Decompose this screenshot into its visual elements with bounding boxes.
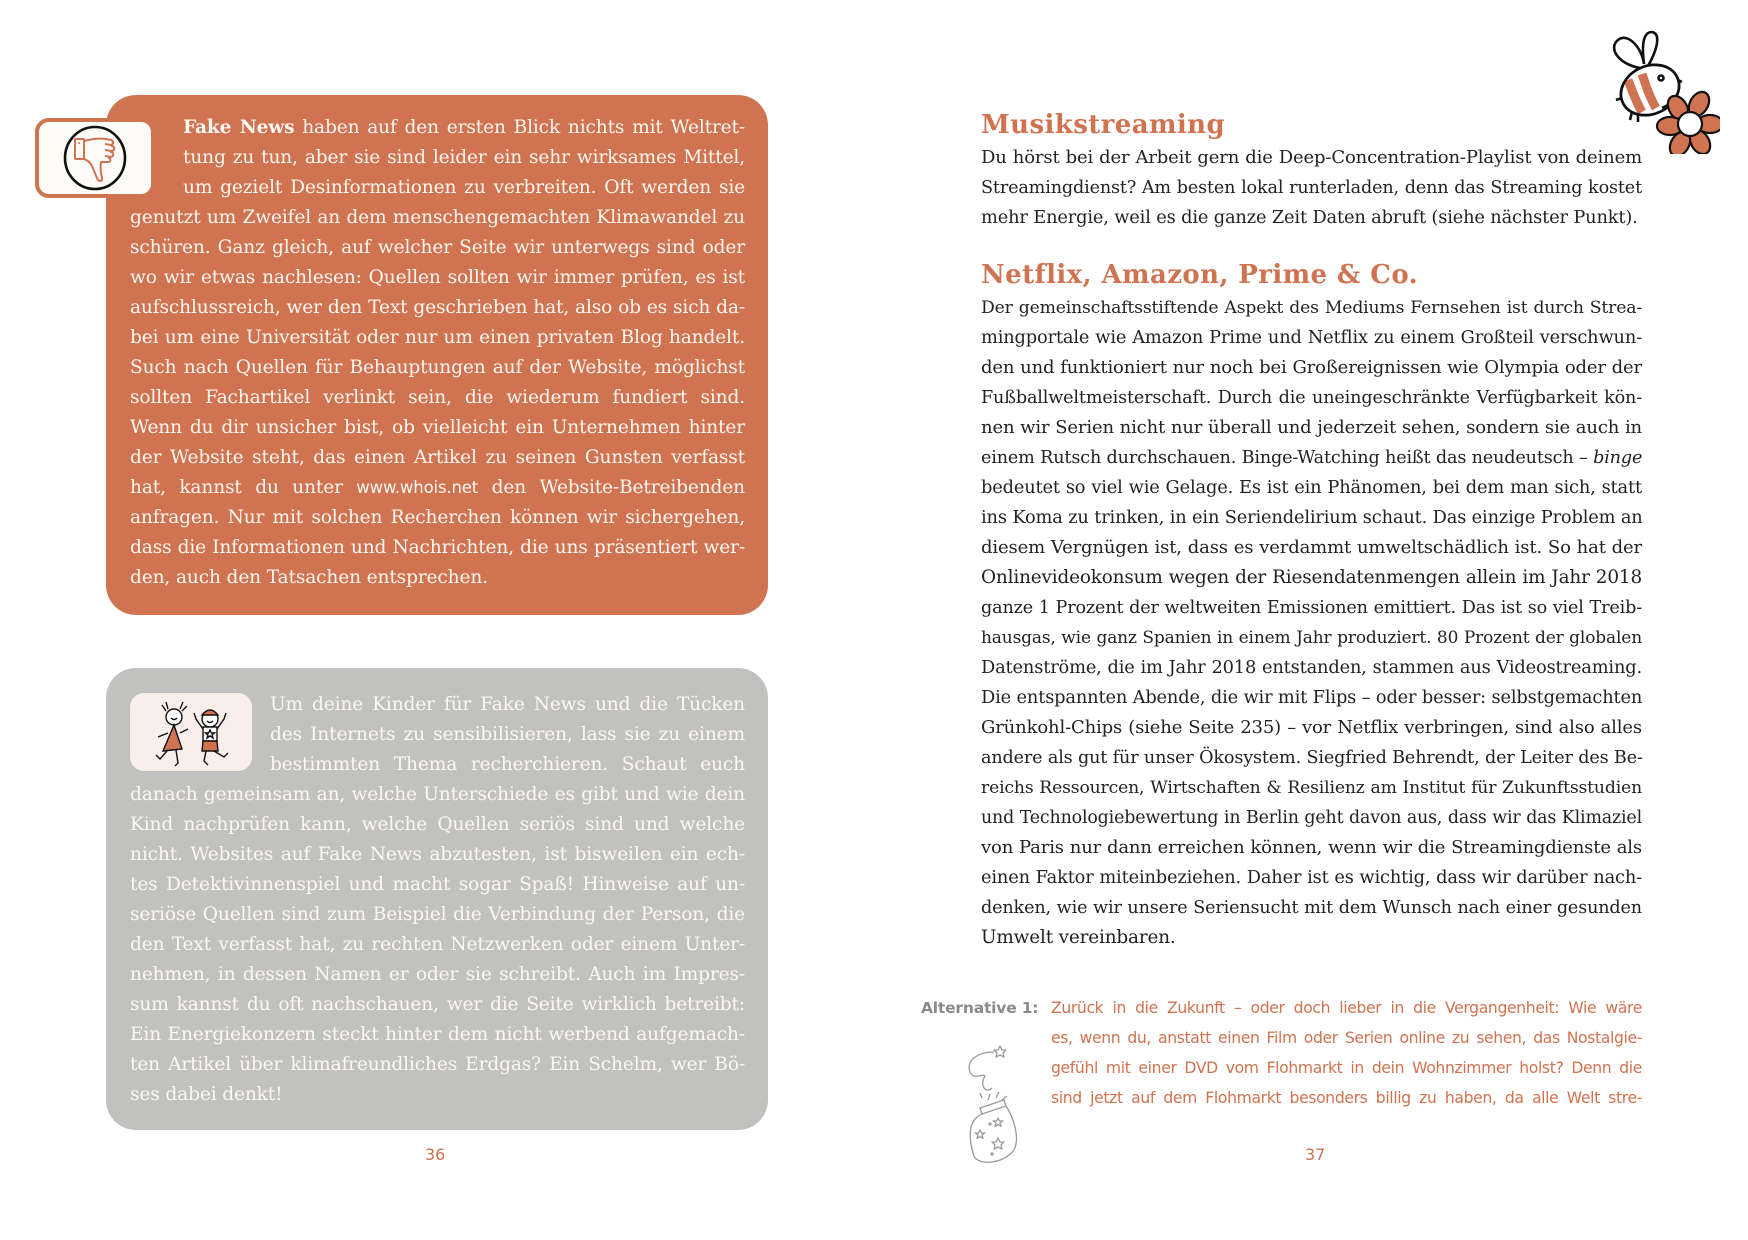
netflix-line: und Technologiebewertung in Berlin geht davon aus, dass wir das Klimaziel	[981, 808, 1642, 828]
netflix-line: nen wir Serien nicht nur überall und jederzeit sehen, sondern sie auch in	[981, 417, 1642, 438]
netflix-line: den und funktioniert nur noch bei Großereignissen wie Olympia oder der	[981, 357, 1642, 378]
netflix-line: von Paris nur dann erreichen können, wenn wir die Streamingdienste als	[981, 837, 1642, 858]
music-line: Streamingdienst? Am besten lokal runterladen, denn das Streaming kostet	[981, 178, 1642, 198]
alternative-line: es, wenn du, anstatt einen Film oder Serien online zu sehen, das Nostalgie-	[1051, 1029, 1642, 1047]
thumbs-down-icon-tab	[35, 118, 155, 198]
netflix-line: andere als gut für unser Ökosystem. Siegfried Behrendt, der Leiter des Be-	[981, 748, 1643, 768]
children-icon-tab	[130, 693, 252, 771]
alternative-line: gefühl mit einer DVD vom Flohmarkt in dein Wohnzimmer holst? Denn die	[1051, 1059, 1642, 1077]
kids-line: bestimmten Thema recherchieren. Schaut euch	[270, 754, 745, 775]
fake-news-line: den, auch den Tatsachen entsprechen.	[130, 567, 488, 588]
fake-news-line: tung zu tun, aber sie sind leider ein sehr wirksames Mittel,	[183, 147, 745, 168]
music-line: Du hörst bei der Arbeit gern die Deep-Concentration-Playlist von deinem	[981, 147, 1642, 168]
fake-news-lead: Fake News	[183, 117, 295, 138]
fake-news-line: um gezielt Desinformationen zu verbreiten. Oft werden sie	[183, 177, 745, 198]
alternative-line: sind jetzt auf dem Flohmarkt besonders billig zu haben, da alle Welt stre-	[1051, 1089, 1642, 1107]
fake-news-line: wo wir etwas nachlesen: Quellen sollten wir immer prüfen, es ist	[130, 267, 745, 288]
kids-line: seriöse Quellen sind zum Beispiel die Verbindung der Person, die	[130, 904, 745, 925]
kids-line: nehmen, in dessen Namen er oder sie schreibt. Auch im Impres-	[130, 964, 745, 985]
bee-with-flower-icon	[1598, 28, 1720, 154]
kids-line: tes Detektivinnenspiel und macht sogar Spaß! Hinweise auf un-	[130, 874, 745, 895]
url-line-after: den Website-Betreibenden	[478, 477, 745, 498]
whois-link[interactable]: www.whois.net	[356, 478, 479, 497]
netflix-line: Grünkohl-Chips (siehe Seite 235) – vor Netflix verbringen, sind also alles	[981, 717, 1642, 738]
netflix-line: reichs Ressourcen, Wirtschaften & Resilienz am Institut für Zukunftsstudien	[981, 778, 1642, 798]
fake-news-line	[183, 113, 745, 143]
kids-line: den Text verfasst hat, zu rechten Netzwerken oder einem Unter-	[130, 934, 745, 955]
fake-news-line: dass die Informationen und Nachrichten, die uns präsentiert wer-	[130, 537, 745, 558]
fake-news-url-line	[130, 473, 745, 503]
netflix-line: ganze 1 Prozent der weltweiten Emissionen emittiert. Das ist so viel Treib-	[981, 598, 1642, 618]
binge-term: binge	[1593, 448, 1643, 468]
kids-line: des Internets zu sensibilisieren, lass sie zu einem	[270, 724, 745, 745]
section-heading-netflix: Netflix, Amazon, Prime & Co.	[981, 260, 1419, 290]
netflix-line: Fußballweltmeisterschaft. Durch die uneingeschränkte Verfügbarkeit kön-	[981, 388, 1642, 408]
fake-news-line: Wenn du dir unsicher bist, ob vielleicht ein Unternehmen hinter	[130, 417, 745, 438]
url-line-before: hat, kannst du unter	[130, 477, 357, 498]
page-number-left: 36	[425, 1145, 446, 1164]
fake-news-line: anfragen. Nur mit solchen Recherchen können wir sichergehen,	[130, 507, 745, 528]
kids-line: sum kannst du oft nachschauen, wer die Seite wirklich betreibt:	[130, 994, 745, 1015]
thumbs-down-icon	[39, 122, 151, 194]
netflix-line: Onlinevideokonsum wegen der Riesendatenmengen allein im Jahr 2018	[981, 567, 1642, 588]
fake-news-line-text: haben auf den ersten Blick nichts mit Weltret-	[294, 117, 745, 138]
alternative-label: Alternative 1:	[921, 999, 1039, 1017]
netflix-line: diesem Vergnügen ist, dass es verdammt umweltschädlich ist. So hat der	[981, 537, 1642, 558]
netflix-line: Datenströme, die im Jahr 2018 entstanden, stammen aus Videostreaming.	[981, 657, 1642, 678]
page-number-right: 37	[1305, 1145, 1326, 1164]
kids-line: ses dabei denkt!	[130, 1084, 283, 1105]
kids-line: Um deine Kinder für Fake News und die Tücken	[270, 694, 745, 715]
fake-news-line: aufschlussreich, wer den Text geschrieben hat, also ob es sich da-	[130, 297, 745, 318]
children-playing-icon	[130, 693, 252, 771]
netflix-line: Umwelt vereinbaren.	[981, 927, 1176, 948]
fake-news-line: bei um eine Universität oder nur um einen privaten Blog handelt.	[130, 327, 745, 348]
netflix-line: hausgas, wie ganz Spanien in einem Jahr produziert. 80 Prozent der globalen	[981, 628, 1642, 648]
kids-line: nicht. Websites auf Fake News abzutesten, ist bisweilen ein ech-	[130, 844, 745, 865]
kids-line: Kind nachprüfen kann, welche Quellen seriös sind und welche	[130, 814, 745, 835]
netflix-line: mingportale wie Amazon Prime und Netflix zu einem Großteil verschwun-	[981, 327, 1642, 348]
netflix-line: denken, wie wir unsere Seriensucht mit dem Wunsch nach einer gesunden	[981, 898, 1642, 918]
section-heading-music: Musikstreaming	[981, 110, 1226, 140]
fake-news-line: der Website steht, das einen Artikel zu seinen Gunsten verfasst	[130, 447, 745, 468]
netflix-italic-line	[981, 443, 1642, 473]
kids-line: danach gemeinsam an, welche Unterschiede es gibt und wie dein	[130, 784, 745, 805]
alternative-line: Zurück in die Zukunft – oder doch lieber in die Vergangenheit: Wie wäre	[1051, 999, 1642, 1017]
netflix-line: ins Koma zu trinken, in ein Seriendelirium schaut. Das einzige Problem an	[981, 507, 1643, 528]
star-jar-icon	[958, 1038, 1028, 1168]
netflix-line: bedeutet so viel wie Gelage. Es ist ein Phänomen, bei dem man sich, statt	[981, 477, 1642, 498]
netflix-line-text: einem Rutsch durchschauen. Binge-Watching heißt das neudeutsch –	[981, 448, 1594, 468]
music-line: mehr Energie, weil es die ganze Zeit Daten abruft (siehe nächster Punkt).	[981, 207, 1638, 228]
netflix-line: Der gemeinschaftsstiftende Aspekt des Mediums Fernsehen ist durch Strea-	[981, 298, 1642, 318]
kids-line: ten Artikel über klimafreundliches Erdgas? Ein Schelm, wer Bö-	[130, 1054, 745, 1075]
netflix-line: einen Faktor miteinbeziehen. Daher ist es wichtig, dass wir darüber nach-	[981, 867, 1642, 888]
fake-news-line: schüren. Ganz gleich, auf welcher Seite wir unterwegs sind oder	[130, 237, 745, 258]
fake-news-line: sollten Fachartikel verlinkt sein, die wiederum fundiert sind.	[130, 387, 745, 408]
fake-news-line: Such nach Quellen für Behauptungen auf der Website, möglichst	[130, 357, 745, 378]
kids-line: Ein Energiekonzern steckt hinter dem nicht werbend aufgemach-	[130, 1024, 745, 1045]
fake-news-line: genutzt um Zweifel an dem menschengemachten Klimawandel zu	[130, 207, 745, 228]
netflix-line: Die entspannten Abende, die wir mit Flips – oder besser: selbstgemachten	[981, 687, 1643, 708]
